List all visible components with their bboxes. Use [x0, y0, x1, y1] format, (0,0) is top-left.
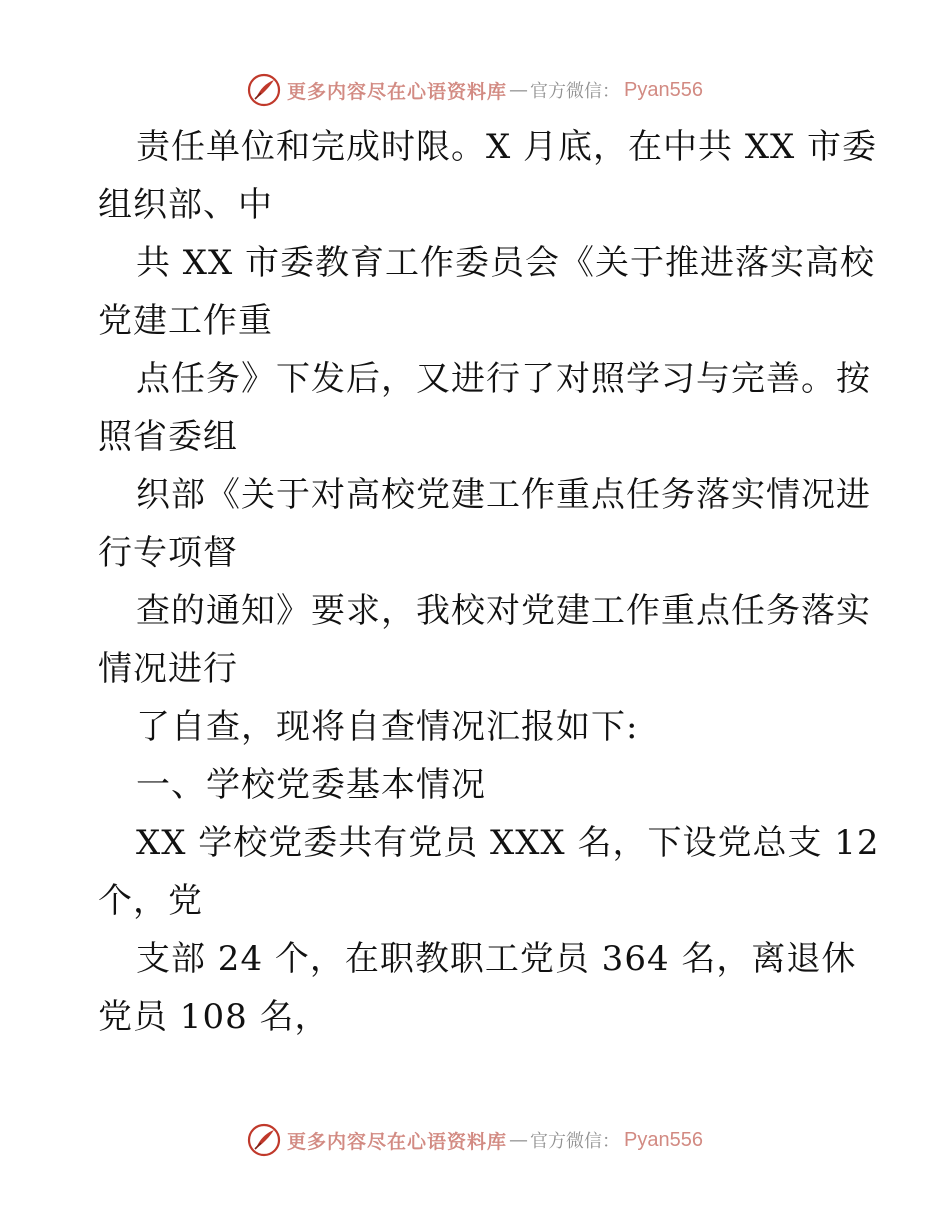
banner-dash: — [509, 1129, 529, 1151]
paragraph-line: 查的通知》要求，我校对党建工作重点任务落实 [136, 591, 871, 631]
banner-sub-text: 官方微信： [530, 1131, 621, 1152]
quill-logo-icon [247, 73, 281, 107]
paragraph-line: 党员 108 名， [98, 997, 330, 1037]
banner-dash: — [509, 79, 529, 101]
paragraph-line: XX 学校党委共有党员 XXX 名，下设党总支 12 [136, 823, 880, 863]
paragraph-line: 照省委组 [98, 417, 238, 457]
paragraph [0, 930, 950, 1046]
paragraph-line: 组织部、中 [98, 185, 273, 225]
paragraph [0, 582, 950, 698]
paragraph-line: 点任务》下发后，又进行了对照学习与完善。按 [136, 359, 871, 399]
quill-logo-icon [247, 1123, 281, 1157]
paragraph-line: 个，党 [98, 881, 203, 921]
section-heading [0, 756, 950, 814]
heading-line: 一、学校党委基本情况 [136, 765, 486, 805]
banner-sub-text: 官方微信： [530, 81, 621, 102]
footer-banner [0, 1120, 950, 1160]
paragraph-line: 情况进行 [98, 649, 238, 689]
document-body [0, 118, 950, 1046]
paragraph-line: 支部 24 个，在职教职工党员 364 名，离退休 [136, 939, 857, 979]
paragraph [0, 698, 950, 756]
paragraph [0, 466, 950, 582]
header-banner [0, 70, 950, 110]
paragraph-line: 织部《关于对高校党建工作重点任务落实情况进 [136, 475, 871, 515]
paragraph-line: 党建工作重 [98, 301, 273, 341]
banner-wechat-id: Pyan556 [624, 78, 703, 101]
paragraph [0, 350, 950, 466]
banner-main-text: 更多内容尽在心语资料库 [287, 1130, 508, 1153]
paragraph [0, 118, 950, 234]
paragraph [0, 814, 950, 930]
banner-main-text: 更多内容尽在心语资料库 [287, 80, 508, 103]
paragraph-line: 共 XX 市委教育工作委员会《关于推进落实高校 [136, 243, 876, 283]
paragraph-line: 行专项督 [98, 533, 238, 573]
banner-wechat-id: Pyan556 [624, 1128, 703, 1151]
paragraph-line: 责任单位和完成时限。X 月底，在中共 XX 市委 [136, 127, 878, 167]
paragraph-line: 了自查，现将自查情况汇报如下: [136, 707, 639, 747]
paragraph [0, 234, 950, 350]
